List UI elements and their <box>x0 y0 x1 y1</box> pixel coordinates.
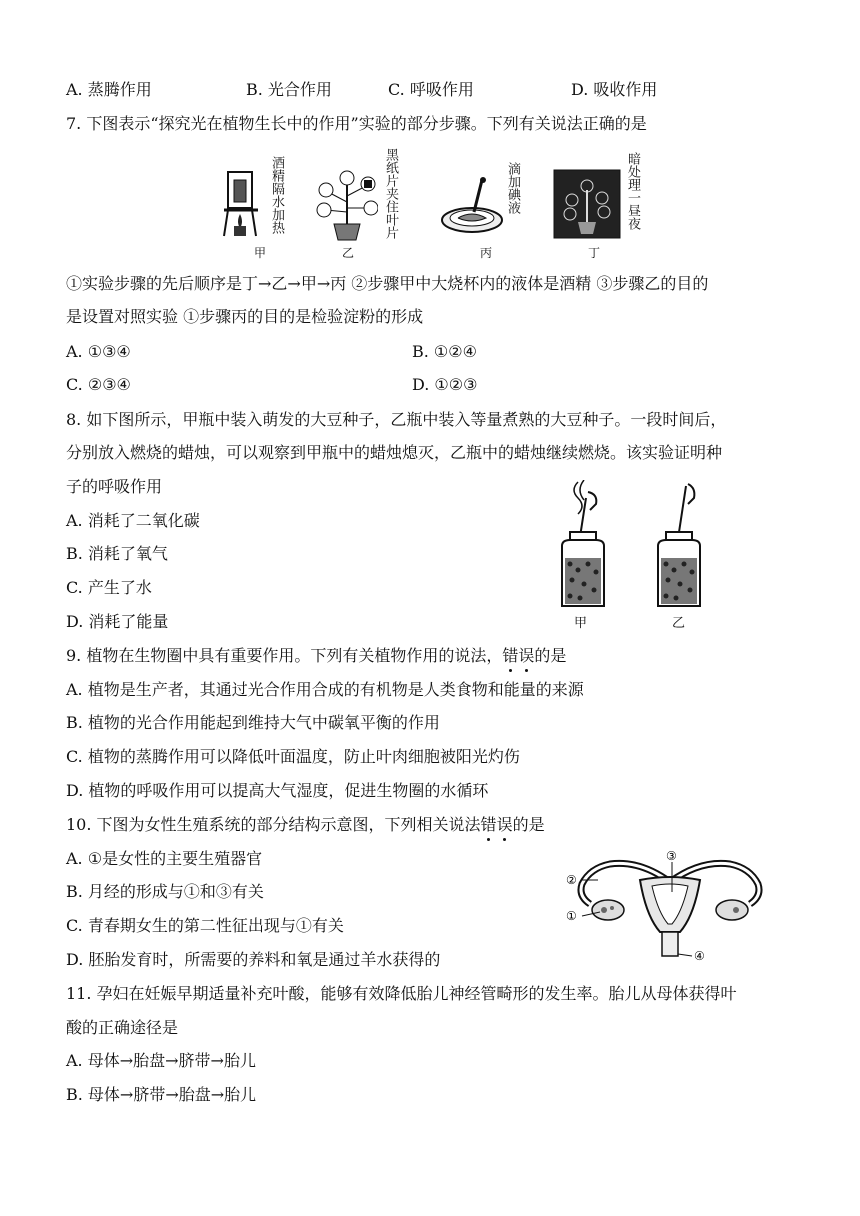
uterus-diagram <box>560 846 780 966</box>
q7-option-c: C. ②③④ <box>66 375 131 394</box>
q7-caption-bing: 丙 <box>480 246 493 260</box>
q6-option-a: A. 蒸腾作用 <box>66 80 152 99</box>
q10-stem <box>66 814 545 836</box>
q9-stem-pre: 9. 植物在生物圈中具有重要作用。下列有关植物作用的说法， <box>66 646 503 665</box>
q10-stem-emph-2: 误 <box>496 815 513 834</box>
q9-stem-post: 的是 <box>534 646 567 665</box>
q10-stem-emph-1: 错 <box>480 815 497 834</box>
q7-label-ding: 暗处理一昼夜 <box>625 152 640 230</box>
q8-stem-line2: 分别放入燃烧的蜡烛，可以观察到甲瓶中的蜡烛熄灭，乙瓶中的蜡烛继续燃烧。该实验证明种 <box>66 443 723 462</box>
q10-option-b: B. 月经的形成与①和③有关 <box>66 882 264 901</box>
dark-box-plant-illustration <box>552 168 622 240</box>
q7-statements-line1: ①实验步骤的先后顺序是丁→乙→甲→丙 ②步骤甲中大烧杯内的液体是酒精 ③步骤乙的目的 <box>66 274 709 293</box>
q10-stem-pre: 10. 下图为女性生殖系统的部分结构示意图，下列相关说法 <box>66 815 481 834</box>
q10-option-a: A. ①是女性的主要生殖器官 <box>66 849 263 868</box>
q9-option-b: B. 植物的光合作用能起到维持大气中碳氧平衡的作用 <box>66 713 440 732</box>
q10-figure-label-3: ③ <box>666 849 677 863</box>
q7-statements-line2: 是设置对照实验 ①步骤丙的目的是检验淀粉的形成 <box>66 307 424 326</box>
q10-figure-label-1: ① <box>566 909 577 923</box>
q8-figure <box>548 480 718 630</box>
q11-stem-line2: 酸的正确途径是 <box>66 1018 179 1037</box>
q8-option-a: A. 消耗了二氧化碳 <box>66 511 200 530</box>
q7-stem: 7. 下图表示“探究光在植物生长中的作用”实验的部分步骤。下列有关说法正确的是 <box>66 114 647 133</box>
q8-option-c: C. 产生了水 <box>66 578 152 597</box>
q8-stem-line3: 子的呼吸作用 <box>66 477 163 496</box>
jar-yi-illustration <box>644 480 714 610</box>
q7-figure <box>218 148 648 260</box>
q6-options <box>66 79 766 101</box>
q10-figure-label-2: ② <box>566 873 577 887</box>
q8-stem-line1: 8. 如下图所示，甲瓶中装入萌发的大豆种子，乙瓶中装入等量煮熟的大豆种子。一段时间后， <box>66 410 727 429</box>
q9-stem-emph-2: 误 <box>518 646 535 665</box>
q7-option-b: B. ①②④ <box>412 342 477 361</box>
q8-caption-jia: 甲 <box>574 616 588 631</box>
q9-stem <box>66 645 566 667</box>
q10-stem-post: 的是 <box>512 815 545 834</box>
q8-option-d: D. 消耗了能量 <box>66 612 169 631</box>
q11-option-b: B. 母体→脐带→胎盘→胎儿 <box>66 1085 257 1104</box>
q10-figure <box>560 846 780 966</box>
q6-option-d: D. 吸收作用 <box>571 80 658 99</box>
q6-option-b: B. 光合作用 <box>246 80 332 99</box>
q9-stem-emph-1: 错 <box>502 646 519 665</box>
q7-option-a: A. ①③④ <box>66 342 131 361</box>
q7-caption-jia: 甲 <box>254 246 267 260</box>
q10-figure-label-4: ④ <box>694 949 705 963</box>
q11-stem-line1: 11. 孕妇在妊娠早期适量补充叶酸，能够有效降低胎儿神经管畸形的发生率。胎儿从母体获得叶 <box>66 984 737 1003</box>
q7-label-yi: 黑纸片夹住叶片 <box>383 148 398 239</box>
q8-caption-yi: 乙 <box>672 616 686 631</box>
q6-option-c: C. 呼吸作用 <box>388 80 474 99</box>
q9-option-c: C. 植物的蒸腾作用可以降低叶面温度，防止叶肉细胞被阳光灼伤 <box>66 747 520 766</box>
q7-caption-ding: 丁 <box>588 246 601 260</box>
q9-option-d: D. 植物的呼吸作用可以提高大气湿度，促进生物圈的水循环 <box>66 781 489 800</box>
q7-option-d: D. ①②③ <box>412 375 478 394</box>
plant-black-paper-illustration <box>316 162 378 242</box>
q9-option-a: A. 植物是生产者，其通过光合作用合成的有机物是人类食物和能量的来源 <box>66 680 584 699</box>
beaker-heating-illustration <box>218 166 268 246</box>
petri-dish-iodine-illustration <box>440 176 504 236</box>
q11-option-a: A. 母体→胎盘→脐带→胎儿 <box>66 1051 256 1070</box>
q10-option-c: C. 青春期女生的第二性征出现与①有关 <box>66 916 344 935</box>
q7-caption-yi: 乙 <box>342 246 355 260</box>
q10-option-d: D. 胚胎发育时，所需要的养料和氧是通过羊水获得的 <box>66 950 441 969</box>
q7-label-bing: 滴加碘液 <box>505 162 520 214</box>
q8-option-b: B. 消耗了氧气 <box>66 544 168 563</box>
jar-jia-illustration <box>548 480 618 610</box>
q7-label-jia: 酒精隔水加热 <box>269 156 284 234</box>
